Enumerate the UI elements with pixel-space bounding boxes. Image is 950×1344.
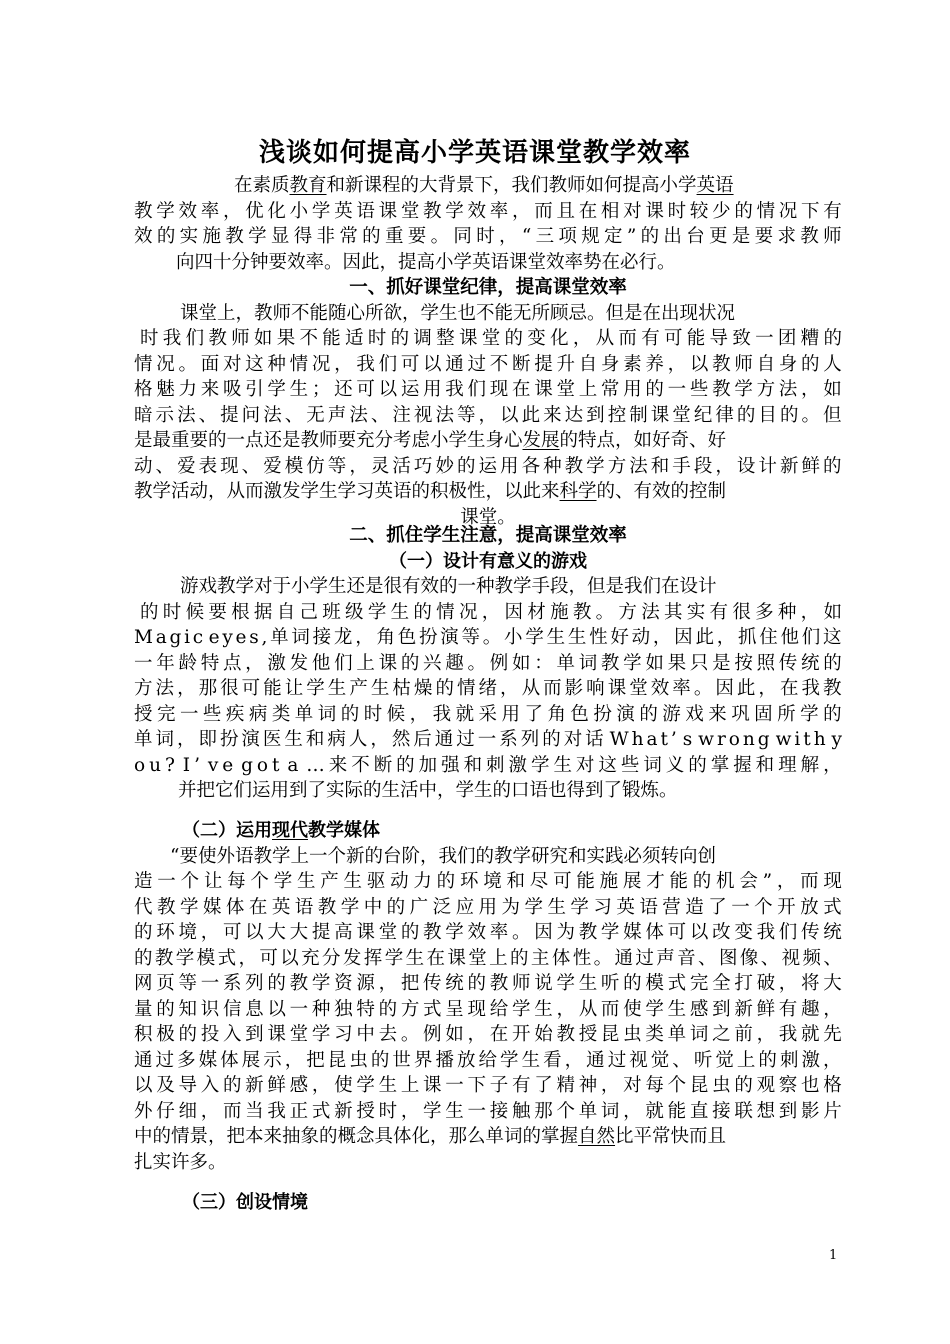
text-line: 通 过 多 媒 体 展 示 ， 把 昆 虫 的 世 界 播 放 给 学 生 看 ， 通 过 视 觉 、 听 觉 上 的 刺 激 ， bbox=[134, 1049, 842, 1071]
text-line: 效 的 实 施 教 学 显 得 非 常 的 重 要 。 同 时 ， “ 三 项 规 定 ” 的 出 台 更 是 要 求 教 师 bbox=[134, 226, 842, 247]
text-span: 扎实许多。 bbox=[134, 1151, 227, 1173]
text-line bbox=[134, 1150, 842, 1176]
text-line bbox=[134, 479, 842, 505]
underlined-link-natural[interactable]: 自然 bbox=[578, 1126, 616, 1147]
section-2 bbox=[134, 523, 842, 804]
underlined-link-science[interactable]: 科学 bbox=[559, 481, 597, 502]
text-line: 造 一 个 让 每 个 学 生 产 生 驱 动 力 的 环 境 和 尽 可 能 施 展 才 能 的 机 会 ” ， 而 现 bbox=[134, 871, 842, 892]
text-line bbox=[134, 250, 842, 276]
subsection-heading bbox=[134, 818, 842, 844]
text-span: 向四十分钟要效率。因此，提高小学英语课堂效率势在必行。 bbox=[176, 251, 676, 273]
text-line: 的 教 学 模 式 ， 可 以 充 分 发 挥 学 生 在 课 堂 上 的 主 体 性 。 通 过 声 音 、 图 像 、 视 频 、 bbox=[134, 947, 842, 969]
text-span: 课堂上，教师不能随心所欲，学生也不能无所顾忌。但是在出现状况 bbox=[180, 302, 736, 324]
subsection-heading bbox=[134, 1190, 842, 1216]
underlined-link-education[interactable]: 教育 bbox=[289, 175, 327, 196]
text-line: 代 教 学 媒 体 在 英 语 教 学 中 的 广 泛 应 用 为 学 生 学 习 英 语 营 造 了 一 个 开 放 式 bbox=[134, 896, 842, 918]
text-line: 暗 示 法 、 提 问 法 、 无 声 法 、 注 视 法 等 ， 以 此 来 达 到 控 制 课 堂 纪 律 的 目 的 。 但 bbox=[134, 404, 842, 426]
subsection-heading-text: 教学媒体 bbox=[308, 820, 380, 841]
page-number: 1 bbox=[829, 1248, 838, 1263]
text-line: o u ? I ’ v e g o t a … 来 不 断 的 加 强 和 刺 激 学 生 对 这 些 词 义 的 掌 握 和 理 解 ， bbox=[134, 754, 842, 776]
section-heading-text: 一、抓好课堂纪律，提高课堂效率 bbox=[349, 277, 627, 298]
subsection-heading-text: （一）设计有意义的游戏 bbox=[389, 550, 587, 572]
text-line bbox=[134, 778, 842, 804]
text-line: 教 学 效 率 ， 优 化 小 学 英 语 课 堂 教 学 效 率 ， 而 且 在 相 对 课 时 较 少 的 情 况 下 有 bbox=[134, 200, 842, 222]
text-line: M a g i c e y e s , 单 词 接 龙 ， 角 色 扮 演 等 。 小 学 生 生 性 好 动 ， 因 此 ， 抓 住 他 们 这 bbox=[134, 627, 842, 648]
text-line bbox=[134, 574, 842, 600]
text-span: 游戏教学对于小学生还是很有效的一种教学手段，但是我们在设计 bbox=[180, 576, 717, 597]
text-line: 授 完 一 些 疾 病 类 单 词 的 时 候 ， 我 就 采 用 了 角 色 扮 演 的 游 戏 来 巩 固 所 学 的 bbox=[134, 703, 842, 725]
text-line bbox=[134, 1124, 842, 1150]
text-line: 的 时 候 要 根 据 自 己 班 级 学 生 的 情 况 ， 因 材 施 教 。 方 法 其 实 有 很 多 种 ， 如 bbox=[140, 601, 842, 623]
section-1 bbox=[134, 275, 842, 530]
subsection-heading bbox=[134, 549, 842, 575]
text-span: 比平常快而且 bbox=[615, 1126, 727, 1147]
text-span: 的特点，如好奇、好 bbox=[559, 430, 727, 451]
text-line: 情 况 。 面 对 这 种 情 况 ， 我 们 可 以 通 过 不 断 提 升 自 身 素 养 ， 以 教 师 自 身 的 人 bbox=[134, 353, 842, 375]
text-line: 格 魅 力 来 吸 引 学 生 ； 还 可 以 运 用 我 们 现 在 课 堂 上 常 用 的 一 些 教 学 方 法 ， 如 bbox=[134, 379, 842, 400]
text-span: 和新课程的大背景下，我们教师如何提高小学 bbox=[326, 175, 697, 196]
text-line: 时 我 们 教 师 如 果 不 能 适 时 的 调 整 课 堂 的 变 化 ， 从 而 有 可 能 导 致 一 团 糟 的 bbox=[140, 328, 842, 349]
text-line: 外 仔 细 ， 而 当 我 正 式 新 授 时 ， 学 生 一 接 触 那 个 单 词 ， 就 能 直 接 联 想 到 影 片 bbox=[134, 1100, 842, 1122]
subsection-heading-text: （三）创设情境 bbox=[182, 1192, 308, 1213]
subsection-2 bbox=[134, 818, 842, 1175]
section-heading-text: 二、抓住学生注意，提高课堂效率 bbox=[349, 525, 627, 546]
text-line bbox=[134, 301, 842, 327]
text-line: 方 法 ， 那 很 可 能 让 学 生 产 生 枯 燥 的 情 绪 ， 从 而 影 响 课 堂 效 率 。 因 此 ， 在 我 教 bbox=[134, 678, 842, 699]
text-line bbox=[134, 173, 842, 199]
underlined-link-english[interactable]: 英语 bbox=[696, 175, 734, 196]
text-span: “要使外语教学上一个新的台阶，我们的教学研究和实践必须转向创 bbox=[170, 845, 716, 867]
text-line bbox=[134, 844, 842, 870]
text-line: 单 词 ， 即 扮 演 医 生 和 病 人 ， 然 后 通 过 一 系 列 的 对 话 W h a t ’ s w r o n g w i t h y bbox=[134, 729, 842, 750]
underlined-link-modern[interactable]: 现代 bbox=[272, 820, 308, 841]
text-span: 的、有效的控制 bbox=[596, 481, 727, 502]
text-line bbox=[134, 428, 842, 454]
document-title: 浅谈如何提高小学英语课堂教学效率 bbox=[258, 138, 691, 168]
text-line: 网 页 等 一 系 列 的 教 学 资 源 ， 把 传 统 的 教 师 说 学 生 听 的 模 式 完 全 打 破 ， 将 大 bbox=[134, 973, 842, 994]
section-heading bbox=[134, 275, 842, 301]
text-line: 量 的 知 识 信 息 以 一 种 独 特 的 方 式 呈 现 给 学 生 ， 从 而 使 学 生 感 到 新 鲜 有 趣 ， bbox=[134, 998, 842, 1020]
text-span: 在素质 bbox=[234, 175, 290, 196]
text-line: 动 、 爱 表 现 、 爱 模 仿 等 ， 灵 活 巧 妙 的 运 用 各 种 教 学 方 法 和 手 段 ， 设 计 新 鲜 的 bbox=[134, 455, 842, 477]
subsection-3 bbox=[134, 1190, 842, 1216]
text-span: 并把它们运用到了实际的生活中，学生的口语也得到了锻炼。 bbox=[178, 780, 678, 801]
text-span: 课堂。 bbox=[460, 506, 516, 528]
section-heading bbox=[134, 523, 842, 549]
text-line: 的 环 境 ， 可 以 大 大 提 高 课 堂 的 教 学 效 率 。 因 为 教 学 媒 体 可 以 改 变 我 们 传 统 bbox=[134, 922, 842, 943]
subsection-heading-text: （二）运用 bbox=[182, 820, 272, 841]
text-span: 是最重要的一点还是教师要充分考虑小学生身心 bbox=[134, 430, 523, 451]
text-line: 以 及 导 入 的 新 鲜 感 ， 使 学 生 上 课 一 下 子 有 了 精 神 ， 对 每 个 昆 虫 的 观 察 也 格 bbox=[134, 1075, 842, 1096]
text-span: 教学活动，从而激发学生学习英语的积极性，以此来 bbox=[134, 481, 560, 502]
underlined-link-development[interactable]: 发展 bbox=[522, 430, 560, 451]
text-span: 中的情景，把本来抽象的概念具体化，那么单词的掌握 bbox=[134, 1126, 579, 1147]
intro-paragraph bbox=[134, 173, 842, 275]
text-line: 一 年 龄 特 点 ， 激 发 他 们 上 课 的 兴 趣 。 例 如 ： 单 词 教 学 如 果 只 是 按 照 传 统 的 bbox=[134, 652, 842, 674]
text-line: 积 极 的 投 入 到 课 堂 学 习 中 去 。 例 如 ， 在 开 始 教 授 昆 虫 类 单 词 之 前 ， 我 就 先 bbox=[134, 1024, 842, 1045]
